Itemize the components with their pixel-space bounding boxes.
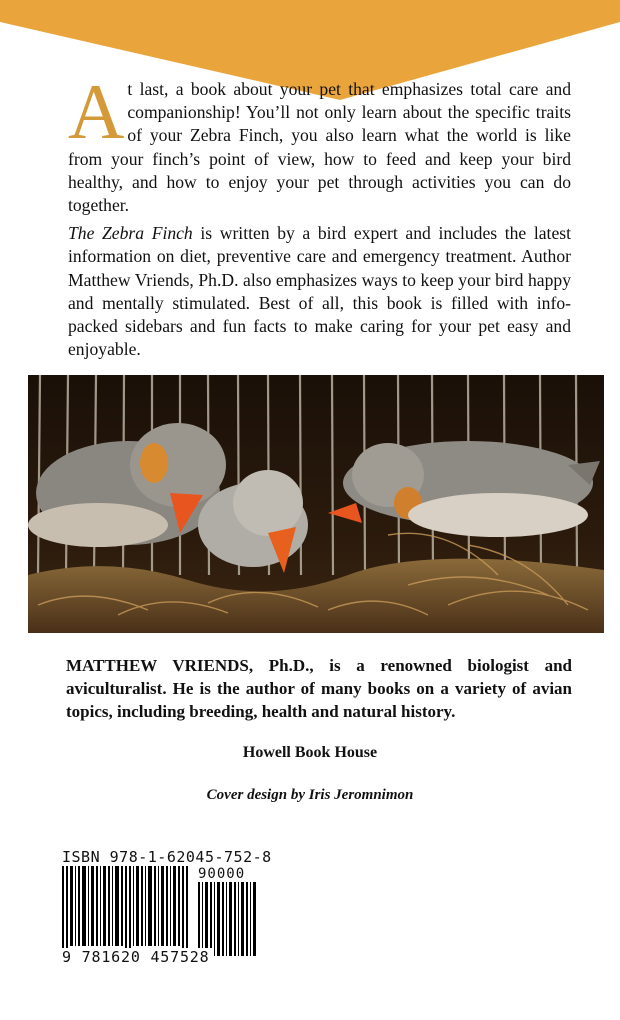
ean-barcode-bars: [62, 866, 188, 958]
author-bio-text: MATTHEW VRIENDS, Ph.D., is a renowned biologist and aviculturalist. He is the author of many books on a variety of avian topics, including breeding, health and natural history.: [66, 656, 572, 721]
paragraph-1-text: t last, a book about your pet that emphasizes total care and companionship! You’ll not only learn about the specific traits of your Zebra Finch, you also learn what the world is like from your finch’s point of view, how to feed and keep your bird healthy, and how to enjoy your pet through activities you can do together.: [68, 79, 571, 216]
drop-cap: A: [68, 68, 125, 155]
publisher-name: Howell Book House: [242, 744, 378, 761]
addon-barcode-bars: [198, 882, 256, 956]
author-bio: [66, 654, 572, 723]
description-paragraph-2: [68, 222, 571, 361]
description-paragraph-1: [68, 68, 571, 217]
description-block: [68, 68, 571, 361]
barcode-addon-digits: 90000: [198, 866, 246, 882]
cover-design-credit: Cover design by Iris Jeromnimon: [206, 787, 414, 803]
isbn-number: ISBN 978-1-62045-752-8: [62, 848, 272, 866]
barcode-ean-digits: 9 781620 457528: [62, 948, 213, 966]
paragraph-2-text: is written by a bird expert and includes the latest information on diet, preventive care and emergency treatment. Author Matthew Vriends, Ph.D. also emphasizes ways to keep your bird happy and mentally stimulated. Best of all, this book is filled with info-packed sidebars and fun facts to make caring for your pet easy and enjoyable.: [68, 223, 571, 360]
zebra-finch-photo: [28, 375, 604, 633]
book-title: The Zebra Finch: [68, 223, 193, 244]
